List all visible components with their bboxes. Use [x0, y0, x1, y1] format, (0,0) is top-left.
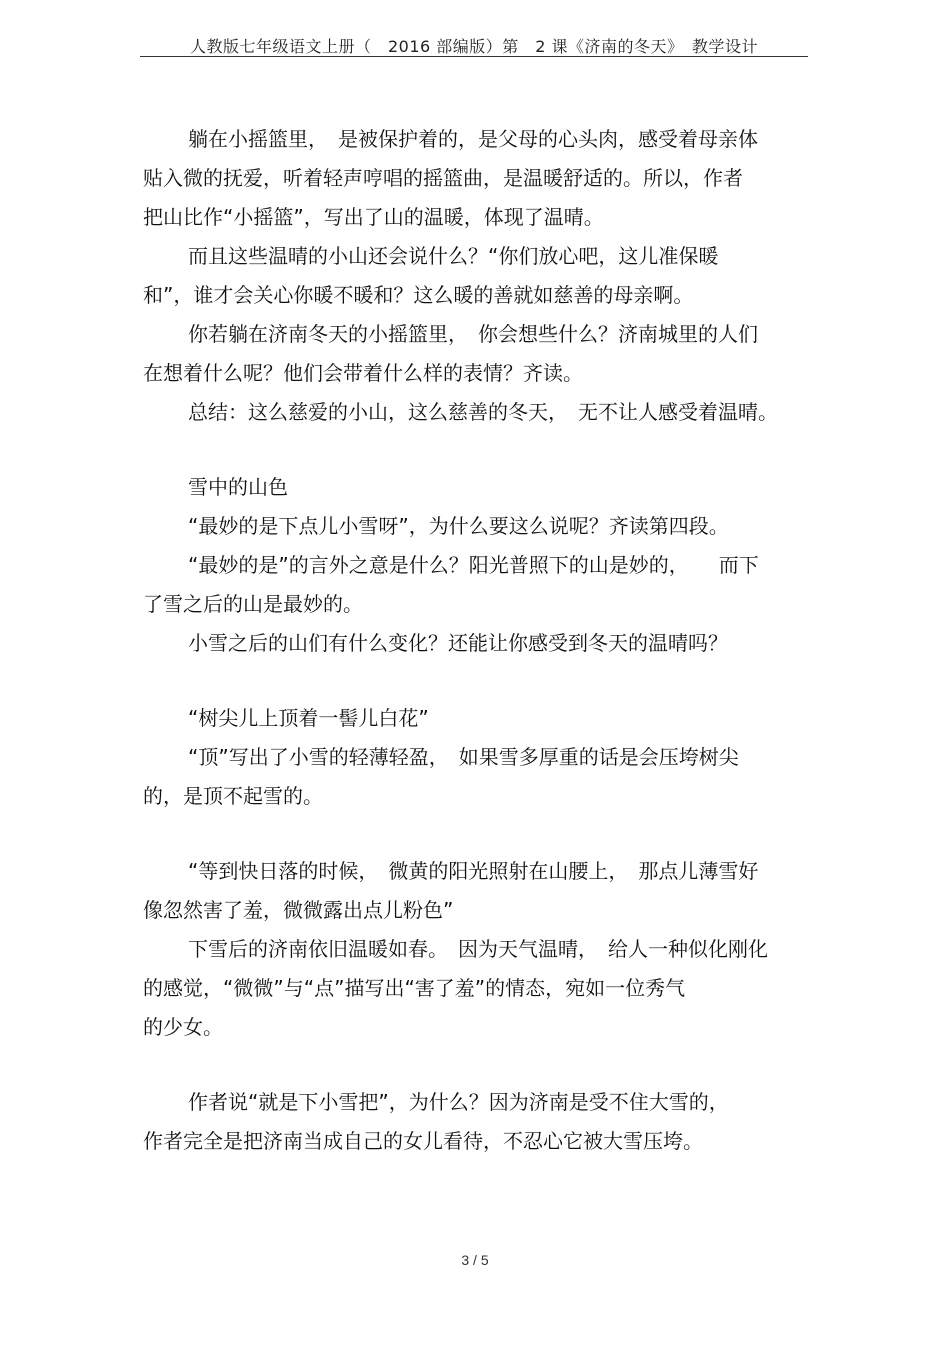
paragraph-line: 和”，谁才会关心你暖不暖和？这么暖的善就如慈善的母亲啊。 — [143, 283, 694, 307]
page-number: 3 / 5 — [461, 1252, 489, 1268]
paragraph-line: 的，是顶不起雪的。 — [143, 784, 323, 808]
paragraph-line: 下雪后的济南依旧温暖如春。 因为天气温晴， 给人一种似化刚化 — [188, 937, 768, 961]
quote-line: “等到快日落的时候， 微黄的阳光照射在山腰上， 那点儿薄雪好 — [188, 859, 759, 883]
paragraph-line: 在想着什么呢？他们会带着什么样的表情？齐读。 — [143, 361, 583, 385]
section-heading: 雪中的山色 — [188, 475, 288, 499]
paragraph-line: 的少女。 — [143, 1015, 223, 1039]
paragraph-line: “最妙的是”的言外之意是什么？阳光普照下的山是妙的， 而下 — [188, 553, 759, 577]
paragraph-line: 总结：这么慈爱的小山，这么慈善的冬天， 无不让人感受着温晴。 — [188, 400, 778, 424]
paragraph-line: 的感觉，“微微”与“点”描写出“害了羞”的情态，宛如一位秀气 — [143, 976, 686, 1000]
quote-line: 像忽然害了羞，微微露出点儿粉色” — [143, 898, 454, 922]
paragraph-line: “最妙的是下点儿小雪呀”，为什么要这么说呢？齐读第四段。 — [188, 514, 729, 538]
paragraph-line: 把山比作“小摇篮”，写出了山的温暖，体现了温晴。 — [143, 205, 604, 229]
running-header: 人教版七年级语文上册（ 2016 部编版）第 2 课《济南的冬天》 教学设计 — [189, 37, 759, 56]
paragraph-line: 而且这些温晴的小山还会说什么？“你们放心吧，这儿准保暖 — [188, 244, 719, 268]
paragraph-line: 小雪之后的山们有什么变化？还能让你感受到冬天的温晴吗？ — [188, 631, 728, 655]
paragraph-line: 你若躺在济南冬天的小摇篮里， 你会想些什么？济南城里的人们 — [188, 322, 758, 346]
paragraph-line: 躺在小摇篮里， 是被保护着的，是父母的心头肉，感受着母亲体 — [188, 127, 758, 151]
paragraph-line: 了雪之后的山是最妙的。 — [143, 592, 363, 616]
paragraph-line: 作者完全是把济南当成自己的女儿看待，不忍心它被大雪压垮。 — [143, 1129, 703, 1153]
paragraph-line: 作者说“就是下小雪把”，为什么？因为济南是受不住大雪的， — [188, 1090, 729, 1114]
paragraph-line: “顶”写出了小雪的轻薄轻盈， 如果雪多厚重的话是会压垮树尖 — [188, 745, 739, 769]
quote-line: “树尖儿上顶着一髻儿白花” — [188, 706, 429, 730]
paragraph-line: 贴入微的抚爱，听着轻声哼唱的摇篮曲，是温暖舒适的。所以，作者 — [143, 166, 743, 190]
